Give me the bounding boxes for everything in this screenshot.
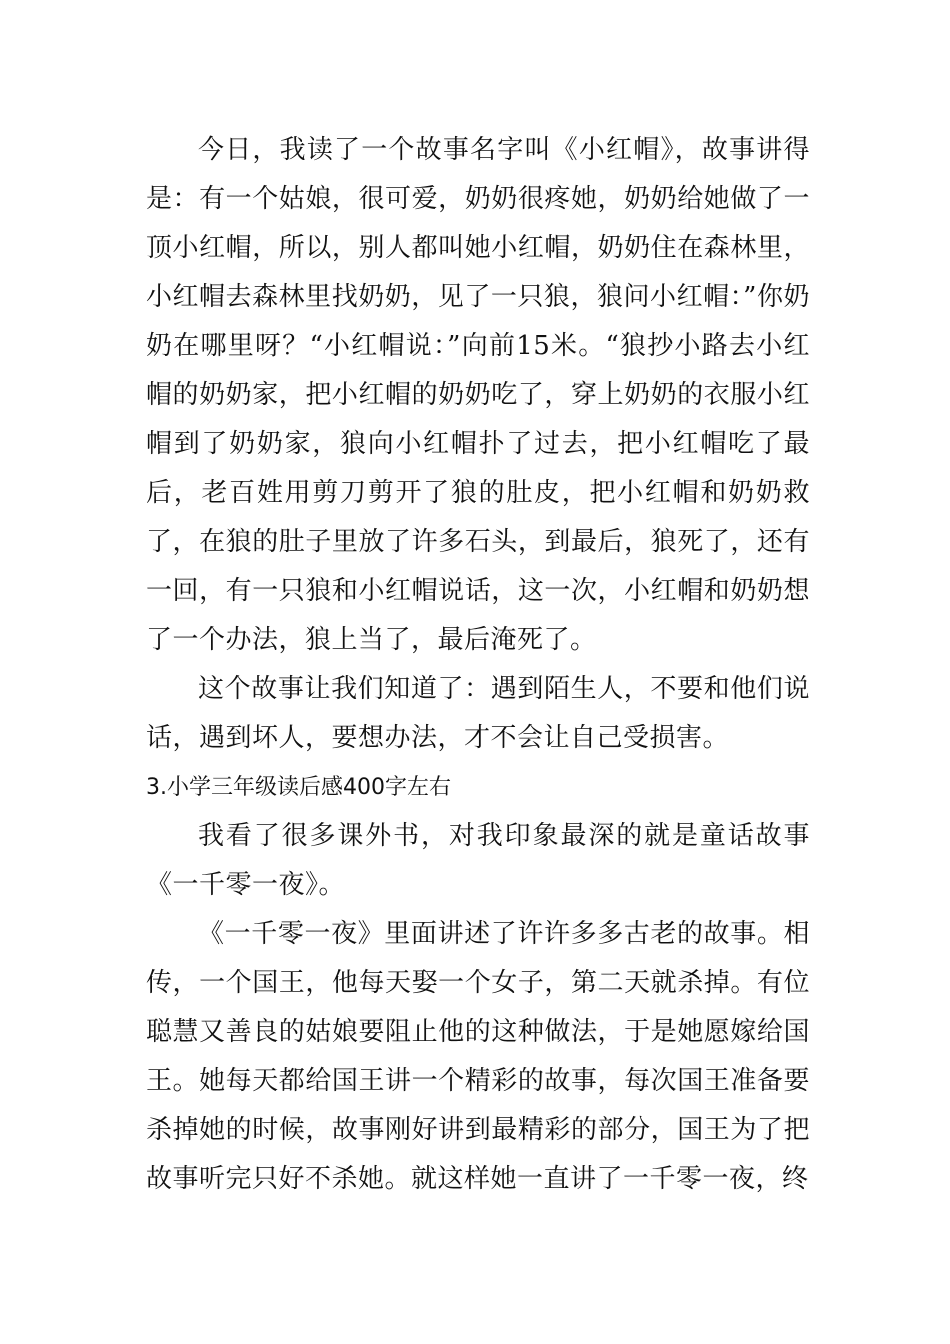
paragraph-thousand-nights: 《一千零一夜》里面讲述了许许多多古老的故事。相传，一个国王，他每天娶一个女子，第二天就杀掉。有位聪慧又善良的姑娘要阻止他的这种做法，于是她愿嫁给国王。她每天都给国王讲一个精彩的故事，每次国王准备要杀掉她的时候，故事刚好讲到最精彩的部分，国王为了把故事听完只好不杀她。就这样她一直讲了一千零一夜，终 <box>146 919 810 1194</box>
paragraph-intro: 我看了很多课外书，对我印象最深的就是童话故事《一千零一夜》。 <box>146 821 810 900</box>
document-page <box>146 126 810 1204</box>
section-heading: 3.小学三年级读后感400字左右 <box>146 775 451 800</box>
paragraph-story-summary: 今日，我读了一个故事名字叫《小红帽》，故事讲得是：有一个姑娘，很可爱，奶奶很疼她，奶奶给她做了一顶小红帽，所以，别人都叫她小红帽，奶奶住在森林里，小红帽去森林里找奶奶，见了一只狼，狼问小红帽：”你奶奶在哪里呀？“小红帽说：”向前15米。“狼抄小路去小红帽的奶奶家，把小红帽的奶奶吃了，穿上奶奶的衣服小红帽到了奶奶家，狼向小红帽扑了过去，把小红帽吃了最后，老百姓用剪刀剪开了狼的肚皮，把小红帽和奶奶救了，在狼的肚子里放了许多石头，到最后，狼死了，还有一回，有一只狼和小红帽说话，这一次，小红帽和奶奶想了一个办法，狼上当了，最后淹死了。 <box>146 135 810 655</box>
paragraph-story-lesson: 这个故事让我们知道了：遇到陌生人，不要和他们说话，遇到坏人，要想办法，才不会让自己受损害。 <box>146 674 810 753</box>
